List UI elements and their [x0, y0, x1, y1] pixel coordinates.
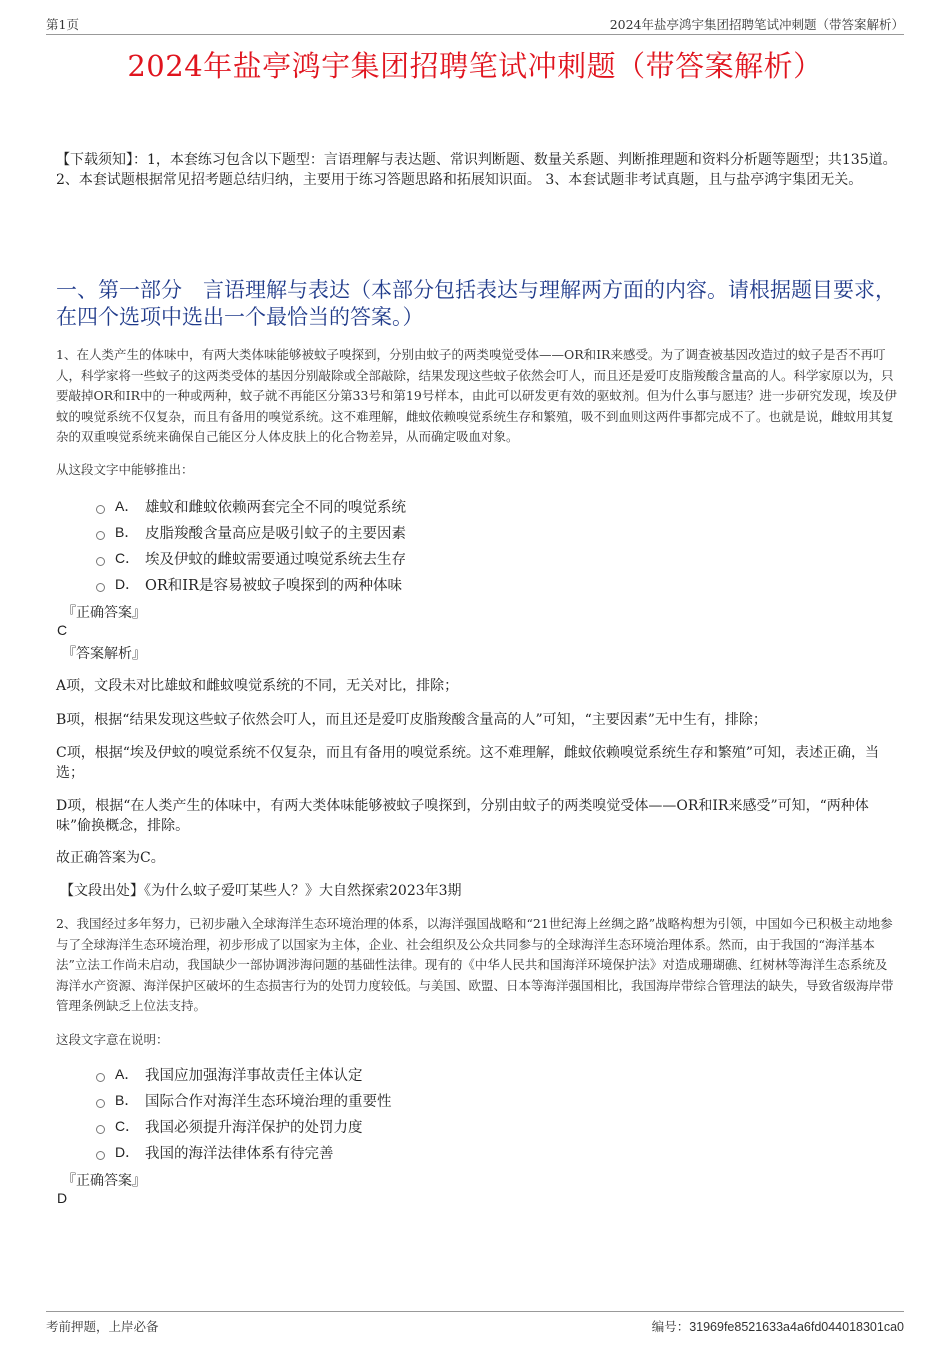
correct-answer-value: C: [57, 622, 68, 638]
option-text: 我国必须提升海洋保护的处罚力度: [145, 1119, 363, 1136]
option-c[interactable]: [96, 1113, 392, 1139]
option-text: 国际合作对海洋生态环境治理的重要性: [145, 1093, 392, 1110]
option-letter: A．: [115, 498, 139, 514]
analysis-d: D项，根据“在人类产生的体味中，有两大类体味能够被蚊子嗅探到，分别由蚊子的两类嗅觉受体——OR和IR来感受”可知，“两种体味”偷换概念，排除。: [56, 798, 869, 834]
option-text: OR和IR是容易被蚊子嗅探到的两种体味: [145, 577, 402, 594]
option-b[interactable]: [96, 1087, 392, 1113]
question-2-prompt: 这段文字意在说明：: [56, 1032, 169, 1047]
analysis-conclusion: 故正确答案为C。: [56, 850, 165, 866]
option-letter: C．: [115, 1118, 140, 1134]
correct-answer-value: D: [57, 1190, 68, 1206]
option-a[interactable]: [96, 1061, 392, 1087]
question-1-prompt: 从这段文字中能够推出：: [56, 462, 194, 477]
document-title: 2024年盐亭鸿宇集团招聘笔试冲刺题（带答案解析）: [127, 49, 823, 83]
option-letter: B．: [115, 524, 139, 540]
radio-icon[interactable]: [96, 1125, 105, 1134]
correct-answer-label: 『正确答案』: [62, 1173, 146, 1189]
option-letter: D．: [115, 1144, 140, 1160]
option-text: 埃及伊蚊的雌蚊需要通过嗅觉系统去生存: [145, 551, 406, 568]
option-a[interactable]: [96, 493, 406, 519]
footer-code: 编号：31969fe8521633a4a6fd044018301ca0: [651, 1320, 904, 1334]
page-footer: [46, 1311, 904, 1336]
option-d[interactable]: [96, 571, 406, 597]
radio-icon[interactable]: [96, 531, 105, 540]
option-letter: B．: [115, 1092, 139, 1108]
question-2-options: [96, 1061, 392, 1165]
option-c[interactable]: [96, 545, 406, 571]
radio-icon[interactable]: [96, 1099, 105, 1108]
footer-slogan: 考前押题，上岸必备: [46, 1319, 159, 1334]
question-1-options: [96, 493, 406, 597]
option-b[interactable]: [96, 519, 406, 545]
question-2-text: 2、我国经过多年努力，已初步融入全球海洋生态环境治理的体系，以海洋强国战略和“21世纪海上丝绸之路”战略构想为引领，中国如今已积极主动地参与了全球海洋生态环境治理，初步形成了以国家为主体，企业、社会组织及公众共同参与的全球海洋生态环境治理体系。然而，由于我国的“海洋基本法”立法工作尚未启动，我国缺少一部协调涉海问题的基础性法律。现有的《中华人民共和国海洋环境保护法》对造成珊瑚礁、红树林等海洋生态系统及海洋水产资源、海洋保护区破坏的生态损害行为的处罚力度较低。与美国、欧盟、日本等海洋强国相比，我国海岸带综合管理法的缺失，导致省级海岸带管理条例缺乏上位法支持。: [56, 916, 894, 1013]
section-heading: 一、第一部分 言语理解与表达（本部分包括表达与理解两方面的内容。请根据题目要求，在四个选项中选出一个最恰当的答案。）: [56, 278, 896, 329]
option-text: 皮脂羧酸含量高应是吸引蚊子的主要因素: [145, 525, 406, 542]
option-text: 雄蚊和雌蚊依赖两套完全不同的嗅觉系统: [145, 499, 406, 516]
analysis-label: 『答案解析』: [62, 646, 146, 662]
header-doc-title: 2024年盐亭鸿宇集团招聘笔试冲刺题（带答案解析）: [609, 17, 904, 32]
question-1-text: 1、在人类产生的体味中，有两大类体味能够被蚊子嗅探到，分别由蚊子的两类嗅觉受体——OR和IR来感受。为了调查被基因改造过的蚊子是否不再叮人，科学家将一些蚊子的这两类受体的基因分别敲除或全部敲除，结果发现这些蚊子依然会叮人，而且还是爱叮皮脂羧酸含量高的人。科学家原以为，只要敲掉OR和IR中的一种或两种，蚊子就不再能区分第33号和第19号样本，由此可以研发更有效的驱蚊剂。但为什么事与愿违？进一步研究发现，埃及伊蚊的嗅觉系统不仅复杂，而且有备用的嗅觉系统。这不难理解，雌蚊依赖嗅觉系统生存和繁殖，吸不到血则这两件事都完成不了。也就是说，雌蚊用其复杂的双重嗅觉系统来确保自己能区分人体皮肤上的化合物差异，从而确定吸血对象。: [56, 347, 897, 444]
option-d[interactable]: [96, 1139, 392, 1165]
correct-answer-label: 『正确答案』: [62, 605, 146, 621]
option-text: 我国应加强海洋事故责任主体认定: [145, 1067, 363, 1084]
radio-icon[interactable]: [96, 557, 105, 566]
option-letter: D．: [115, 576, 140, 592]
download-notice: 【下载须知】：1，本套练习包含以下题型：言语理解与表达题、常识判断题、数量关系题、判断推理题和资料分析题等题型；共135道。 2、本套试题根据常见招考题总结归纳，主要用于练习答题思路和拓展知识面。 3、本套试题非考试真题，且与盐亭鸿宇集团无关。: [56, 152, 897, 188]
analysis-a: A项，文段未对比雄蚊和雌蚊嗅觉系统的不同，无关对比，排除；: [56, 678, 459, 694]
radio-icon[interactable]: [96, 583, 105, 592]
radio-icon[interactable]: [96, 1073, 105, 1082]
option-letter: A．: [115, 1066, 139, 1082]
source-citation: 【文段出处】《为什么蚊子爱叮某些人？》大自然探索2023年3期: [60, 883, 462, 899]
option-text: 我国的海洋法律体系有待完善: [145, 1145, 334, 1162]
radio-icon[interactable]: [96, 1151, 105, 1160]
page-header: [46, 14, 904, 35]
radio-icon[interactable]: [96, 505, 105, 514]
analysis-b: B项，根据“结果发现这些蚊子依然会叮人，而且还是爱叮皮脂羧酸含量高的人”可知，“主要因素”无中生有，排除；: [56, 712, 767, 728]
option-letter: C．: [115, 550, 140, 566]
analysis-c: C项，根据“埃及伊蚊的嗅觉系统不仅复杂，而且有备用的嗅觉系统。这不难理解，雌蚊依赖嗅觉系统生存和繁殖”可知，表述正确，当选；: [56, 745, 880, 781]
page-number: 第1页: [46, 17, 79, 32]
